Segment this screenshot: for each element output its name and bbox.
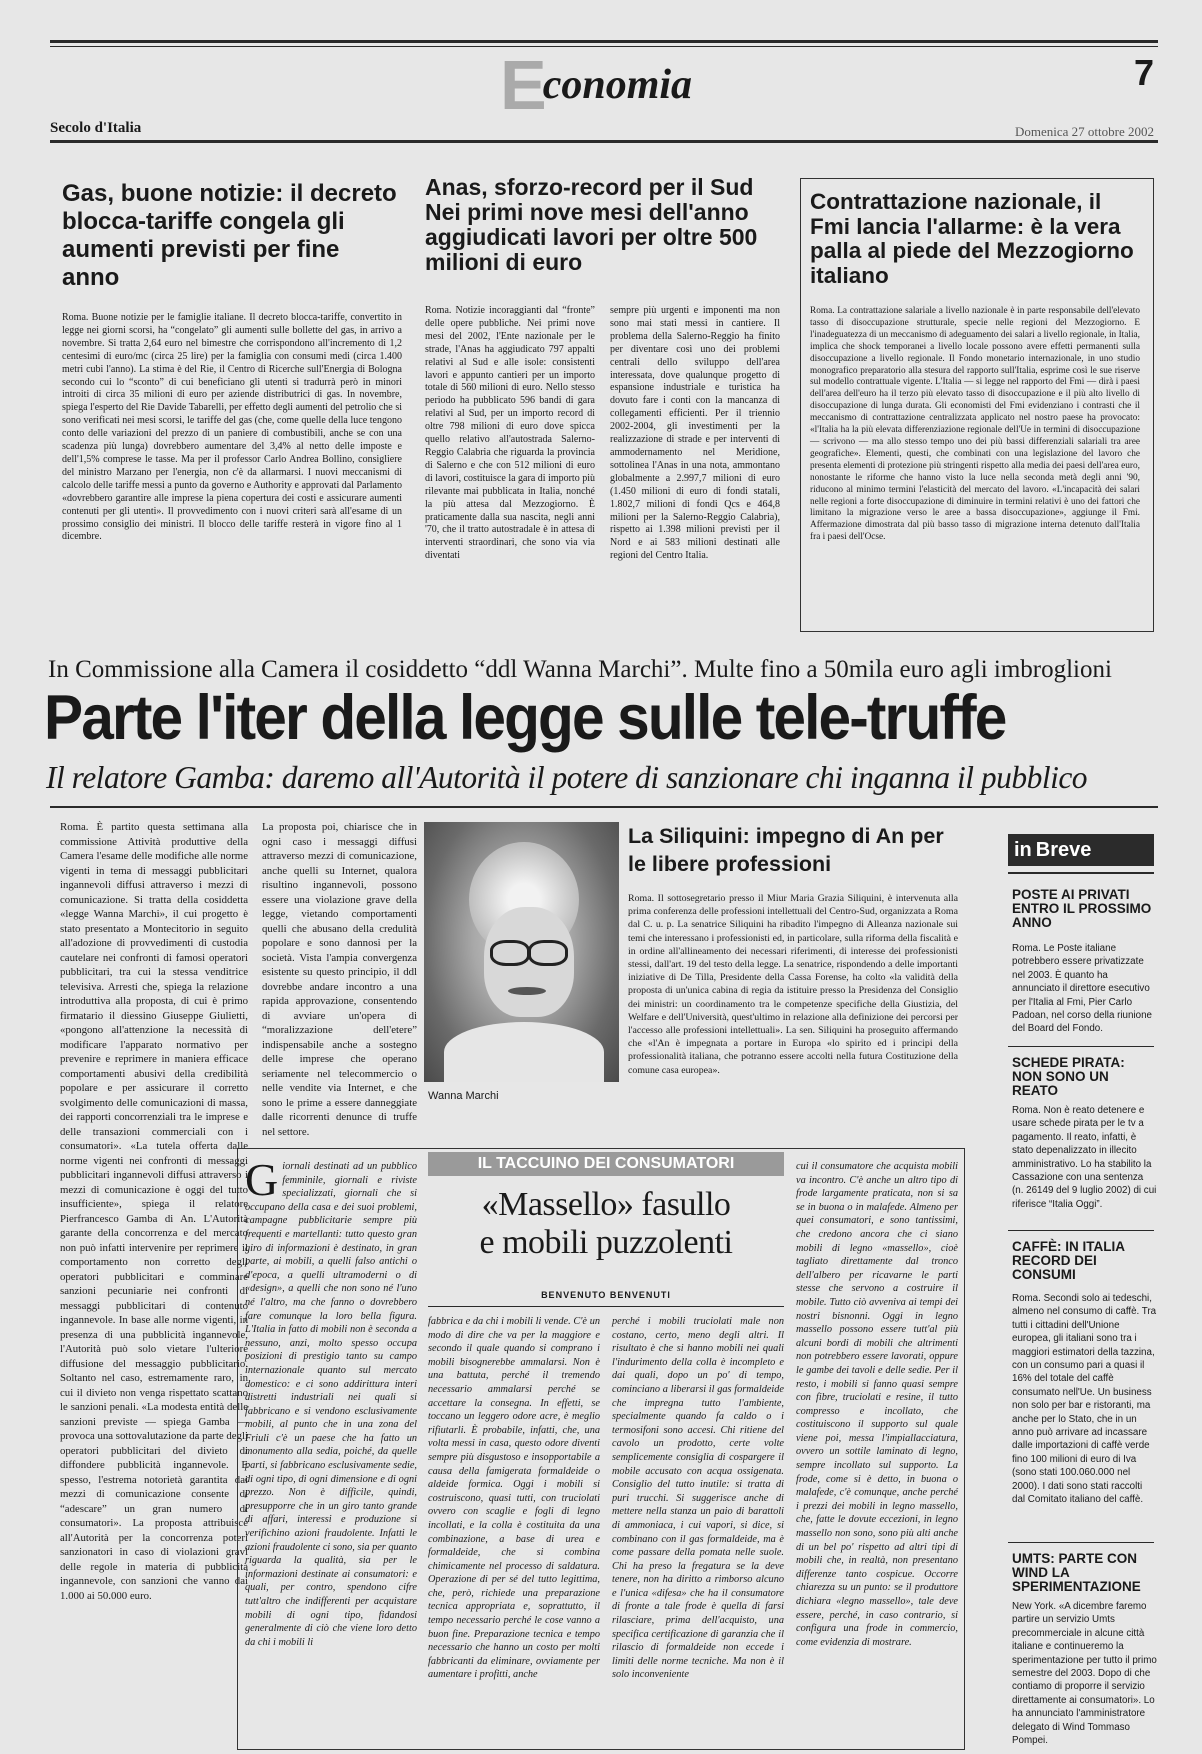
masthead-rule xyxy=(50,140,1158,143)
anas-col-1 xyxy=(425,305,595,563)
breve-header-rest: Breve xyxy=(1035,839,1092,861)
contrattazione-body: Roma. La contrattazione salariale a livello nazionale è in parte responsabile dell'elevato tasso di disoccupazione strutturale, specie nelle regioni del Mezzogiorno. E l'inadeguatezza di un meccanismo di adeguamento dei salari a livello regionale, in Italia, implica che shock temporanei a livello locale possono avere effetti permanenti sulla disoccupazione a livello regionale. Il Fondo monetario internazionale, in uno studio monografico preparatorio alla stesura del rapporto sull'Italia, esprime così le sue riserve sul modello contrattuale vigente. L'Italia — si legge nel rapporto del Fmi — dirà i paesi dell'area dell'euro ha il terzo più elevato tasso di disoccupazione e il più alto livello di disoccupazione di lunga durata. Gli economisti del Fmi evidenziano i contrasti che il meccanismo di contrattazione centralizzata applicato nel nostro paese ha provocato: «l'Italia ha la più elevata differenziazione regionale dell'Ue in termini di disoccupazione — scrivono — ma allo stesso tempo uno dei più bassi differenziali salariali tra aree geografiche». Elementi, questi, che combinati con una legislazione del lavoro che presenta elementi di protezione più stringenti rispetto alla media dei paesi dell'area euro, nonostante le riforme che hanno visto la luce nella seconda metà degli anni '90, riducono al minimo termini l'elasticità del mercato del lavoro. «L'incapacità dei salari nelle regioni a forte disoccupazione di diminuire in termini relativi è uno dei fattori che limitano la migrazione verso le aree a bassa disoccupazione», aggiunge il Fmi. Affermazione dimostrata dal più basso tasso di migrazione interna detenuto dall'Italia fra i paesi dell'Ocse. xyxy=(810,306,1140,543)
top-rule xyxy=(50,40,1158,43)
breve-divider-2 xyxy=(1008,1230,1154,1231)
gas-article xyxy=(62,180,402,544)
taccuino-title-bottom: e mobili puzzolenti xyxy=(479,1224,733,1261)
taccuino-title-top: «Massello» fasullo xyxy=(481,1186,731,1223)
breve-item-1-text: Roma. Le Poste italiane potrebbero essere privatizzate nel 2003. È quanto ha annunciato il direttore esecutivo per l'Italia al Fmi, Pier Carlo Padoan, nel corso della riunione del Board del Fondo. xyxy=(1012,943,1152,1035)
taccuino-body-3: perché i mobili truciolati male non costano, certo, meno degli altri. Il risultato è che si hanno mobili nei quali l'indurimento della colla è incompleto e dai quali, dopo un po' di tempo, cominciano a liberarsi il gas formaldeide che impregna tutto l'ambiente, specialmente quando fa caldo o i termosifoni sono accesi. Chi ritiene del cavolo un prodotto, certe volte semplicemente consiglia di cospargere il mobile accusato con acqua ossigenata. Consiglio del tutto inutile: si tratta di puri trucchi. Si suggerisce anche di mettere nella stanza un paio di barattoli di ammoniaca, i cui vapori, si dice, si combinano con il gas formaldeide, ma è come passare della pomata nelle suole. Chi ha preso la fregatura se la deve tenere, non ha diritto a rimborso alcuno e l'unica «difesa» che ha il consumatore di fronte a tale frode è quella di farsi rilasciare, prima dell'acquisto, una specifica certificazione di garanzia che il rilascio di formaldeide non eccede i limiti delle norme tecniche. Ma non è il solo inconveniente xyxy=(612,1316,784,1681)
siliquini-article xyxy=(628,822,958,1077)
main-col-2 xyxy=(262,820,417,1139)
section-rest: conomia xyxy=(542,62,693,108)
anas-article xyxy=(425,175,780,275)
taccuino-header: IL TACCUINO DEI CONSUMATORI xyxy=(428,1152,784,1176)
siliquini-body: Roma. Il sottosegretario presso il Miur Maria Grazia Siliquini, è intervenuta alla prima conferenza delle professioni intellettuali del Centro-Sud, organizzata a Roma dal C. u. p. La senatrice Siliquini ha ribadito l'impegno di Alleanza nazionale sui temi che interessano i professionisti ed, in particolare, sulla riforma della fiscalità e in ordine all'allineamento dei necessari riferimenti, di interesse dei professionisti stessi, dall'art. 19 del testo della legge. La senatrice, rispondendo a delle importanti iniziative di De Tilla, Presidente della Cassa Forense, ha colto «la validità della proposta di un'unica cabina di regia da istituire presso la Presidenza del Consiglio dei ministri: un coordinamento tra le competenze specifiche della Giustizia, del Welfare e dell'Università, quest'ultimo in relazione alla definizione dei percorsi per l'accesso alle professioni intellettuali». La sen. Siliquini ha proseguito affermando che «l'An è impegnata a portare in Europa «lo spirito ed i principi della professionalità italiana, che potranno essere accolti nella futura Costituzione della comune casa europea». xyxy=(628,893,958,1076)
anas-col-2 xyxy=(610,305,780,563)
wanna-marchi-photo xyxy=(424,822,619,1082)
taccuino-author: BENVENUTO BENVENUTI xyxy=(541,1290,671,1300)
taccuino-col-3 xyxy=(612,1315,784,1682)
breve-header-prefix: in xyxy=(1014,839,1032,861)
gas-headline: Gas, buone notizie: il decreto blocca-tariffe congela gli aumenti previsti per fine anno xyxy=(62,180,397,291)
taccuino-col-1 xyxy=(245,1154,417,1649)
anas-headline: Anas, sforzo-record per il Sud Nei primi nove mesi dell'anno aggiudicati lavori per oltre 500 milioni di euro xyxy=(425,174,758,275)
anas-body-2: sempre più urgenti e imponenti ma non sono mai stati messi in cantiere. Il problema della Salerno-Reggio ha finito per diventare così uno dei problemi centrali dello sviluppo dell'area interessata, dove qualunque progetto di espansione industriale e turistica ha dovuto fare i conti con la mancanza di collegamenti efficienti. Per il triennio 2002-2004, gli investimenti per la realizzazione di strade e per interventi di ammodernamento nel Meridione, sottolinea l'Anas in una nota, ammontano globalmente a 2.997,7 milioni di euro (1.450 milioni di euro di fondi statali, 1.802,7 milioni di fondi Qcs e 464,8 milioni per la Salerno-Reggio Calabria), rispetto ai 1.398 milioni previsti per il Nord e ai 583 milioni destinati alle regioni del Centro Italia. xyxy=(610,305,780,562)
paper-name: Secolo d'Italia xyxy=(50,120,142,136)
breve-divider-1 xyxy=(1008,1046,1154,1047)
breve-item-2-text: Roma. Non è reato detenere e usare schede pirata per le tv a pagamento. Il reato, infatti, è stato depenalizzato in illecito amministrativo. Lo ha stabilito la Cassazione con una sentenza (n. 26149 del 9 luglio 2002) di cui riferisce “Italia Oggi”. xyxy=(1012,1105,1157,1210)
breve-header xyxy=(1008,834,1154,866)
taccuino-body-1: iornali destinati ad un pubblico femminile, giornali e riviste specializzati, giornali che si occupano della casa e dei suoi problemi, campagne pubblicitarie sempre più frequenti e martellanti: tutto questo gran giro di informazioni è destinato, in gran parte, ai mobili, a quelli falso antichi o d'epoca, a quelli ultramoderni o di «design», a quelli che non sono né l'uno né l'altro, ma che fanno o dovrebbero fare comunque la loro bella figura. L'Italia in fatto di mobili non è seconda a nessuno, anzi, molto spesso occupa posizioni di prestigio tanto su campo internazionale quanto sul mercato domestico: e ci sono addirittura interi distretti industriali nei quali si fabbricano e si vendono esclusivamente mobili, al punto che in una zona del Friuli c'è un paese che ha fatto un monumento alla sedia, poiché, da quelle parti, si fabbricano esclusivamente sedie, di ogni tipo, di ogni dimensione e di ogni prezzo. Non è difficile, quindi, presupporre che in un giro tanto grande di affari, interessi e produzione si verifichino azioni fraudolente. Infatti le azioni fraudolente ci sono, sia per quanto riguarda la qualità, sia per le informazioni destinate ai consumatori: e quali, per contro, spendono cifre tutt'altro che indifferenti per acquistare mobili di ogni tipo, fidandosi generalmente di ciò che viene loro detto da chi i mobili li xyxy=(245,1161,417,1648)
breve-item-4 xyxy=(1012,1552,1157,1747)
breve-item-2 xyxy=(1012,1056,1157,1211)
taccuino-body-4: cui il consumatore che acquista mobili va incontro. C'è anche un altro tipo di frode largamente praticata, non si sa se in buona o in malafede. Almeno per quei consumatori, e sono tantissimi, che credono ancora che ci siano mobili di legno «massello», cioè tagliato direttamente dal tronco dell'albero per ricavarne le parti stesse che servono a costruire il mobile. Tutto ciò avveniva ai tempi dei nostri bisnonni. Oggi in legno massello possono essere tutt'al più alcuni bordi di mobili che altrimenti non potrebbero essere lavorati, oppure le gambe dei tavoli e delle sedie. Per il resto, i mobili si fanno quasi sempre con fibre, truciolati e resine, il tutto compresso e incollato, che costituiscono il supporto sul quale viene poi, messa l'impiallacciatura, ovvero un sottile laminato di legno, sempre incollato sul supporto. La frode, come si è detto, in buona o malafede, c'è comunque, anche perché i prezzi dei mobili in legno massello, che, fatte le dovute eccezioni, in legno massello non sono, sono più alti anche di un bel po' rispetto ad altri tipi di mobili che, in realtà, non presentano differenze tanto cospicue. Occorre chiarezza su un punto: se il produttore dichiara «legno massello», tale deve essere, perché, in caso contrario, si configura una frode in commercio, come evidenzia di mostrare. xyxy=(796,1161,958,1648)
taccuino-col-4 xyxy=(796,1160,958,1649)
breve-item-2-title: SCHEDE PIRATA: NON SONO UN REATO xyxy=(1012,1055,1125,1098)
top-rule-thin xyxy=(50,46,1158,47)
page-number: 7 xyxy=(1133,52,1154,93)
breve-item-1 xyxy=(1012,888,1157,1036)
breve-item-3-title: CAFFÈ: IN ITALIA RECORD DEI CONSUMI xyxy=(1012,1239,1125,1282)
breve-item-4-title: UMTS: PARTE CON WIND LA SPERIMENTAZIONE xyxy=(1012,1551,1141,1594)
breve-item-1-title: POSTE AI PRIVATI ENTRO IL PROSSIMO ANNO xyxy=(1012,887,1152,930)
main-headline: Parte l'iter della legge sulle tele-truffe xyxy=(44,683,1006,753)
main-col-1 xyxy=(60,820,248,1603)
breve-item-3 xyxy=(1012,1240,1157,1507)
taccuino-title-rule xyxy=(428,1306,784,1307)
section-initial: E xyxy=(500,46,547,124)
taccuino-body-2: fabbrica e da chi i mobili li vende. C'è un modo di dire che va per la maggiore e secondo il quale quando si comprano i mobili bisognerebbe ammalarsi. Non è una battuta, perché il tremendo necessario ammalarsi perché se accettare la consegna. In effetti, se toccano un leggero odore acre, è meglio rifiutarli. È probabile, infatti, che, una volta messi in casa, questo odore diventi sempre più disgustoso e insopportabile a causa della famigerata formaldeide o aldeide formica. Oggi i mobili si costruiscono, quasi tutti, con truciolati ovvero con scaglie e fogli di legno incollati, e la colla è costituita da una combinazione, a base di urea e formaldeide, che si combina chimicamente nel processo di saldatura. Operazione di per sé del tutto legittima, che, però, richiede una preparazione tecnica appropriata e, soprattutto, il tempo necessario perché le cose vanno a buon fine. Preparazione tecnica e tempo necessario che hanno un costo per molti fabbricanti da eliminare, ovviamente per aumentare i profitti, anche xyxy=(428,1316,600,1681)
contrattazione-headline: Contrattazione nazionale, il Fmi lancia l'allarme: è la vera palla al piede del Mezzogiorno italiano xyxy=(810,189,1134,288)
taccuino-dropcap: G xyxy=(245,1154,279,1205)
taccuino-col-2 xyxy=(428,1315,600,1682)
contrattazione-article xyxy=(810,190,1140,544)
section-title xyxy=(500,46,693,124)
main-kicker: In Commissione alla Camera il cosiddetto “ddl Wanna Marchi”. Multe fino a 50mila euro agli imbroglioni xyxy=(48,656,1112,683)
main-body-2: La proposta poi, chiarisce che in ogni caso i messaggi diffusi attraverso mezzi di comunicazione, anche quelli su Internet, qualora risultino ingannevoli, possono essere una violazione grave della legge, vietando comportamenti quelli che abusano della credulità popolare e sono dannosi per la società. Vista l'ampia convergenza esistente su questo principio, il ddl dovrebbe andare incontro a una rapida approvazione, consentendo di avviare un'opera di “moralizzazione dell'etere” indispensabile anche a sostegno delle imprese che operano seriamente nel telecommercio o nelle vendite via Internet, e che sono le prime a essere danneggiate dalle ricorrenti denunce di truffe nel settore. xyxy=(262,821,417,1138)
taccuino-title xyxy=(428,1186,784,1262)
anas-body-1: Roma. Notizie incoraggianti dal “fronte” delle opere pubbliche. Nei primi nove mesi del 2002, l'Ente nazionale per le strade, l'Anas ha aggiudicato 797 appalti relativi al Sud e alle isole: consistenti lavori e appunto cantieri per un importo totale di 560 milioni di euro. Nello stesso periodo ha pubblicato 596 bandi di gara relativi al Sud, per un importo record di oltre 798 milioni di euro dove spicca quello relativo all'autostrada Salerno-Reggio Calabria che riguarda la provincia di Salerno e che con 512 milioni di euro di lavori, costituisce la gara di importo più rilevante mai pubblicata in Italia, nonché la più attesa dal Mezzogiorno. È praticamente dalla sua nascita, negli anni '70, che il tratto autostradale è in attesa di interventi straordinari, che sono via via diventati xyxy=(425,305,595,562)
subtitle-rule xyxy=(50,806,1158,808)
main-subtitle: Il relatore Gamba: daremo all'Autorità il potere di sanzionare chi inganna il pubblico xyxy=(46,760,1088,795)
breve-item-3-text: Roma. Secondi solo ai tedeschi, almeno nel consumo di caffè. Tra tutti i cittadini dell'Unione europea, gli italiani sono tra i maggiori estimatori della tazzina, con un consumo pari a quasi il 16% del totale del caffè consumato nell'Ue. Un business non solo per bar e ristoranti, ma anche per lo Stato, che in un anno può arrivare ad incassare dalle importazioni di caffè verde fino 100 milioni di euro di Iva (sono stati 100.060.000 nel 2000). I dati sono stati raccolti dal Comitato italiano del caffè. xyxy=(1012,1293,1157,1506)
photo-caption: Wanna Marchi xyxy=(428,1090,499,1102)
breve-rule xyxy=(1008,872,1154,874)
breve-item-4-text: New York. «A dicembre faremo partire un servizio Umts precommerciale in alcune città italiane e continueremo la sperimentazione per tutto il primo semestre del 2003. Dopo di che contiamo di proporre il servizio direttamente ai consumatori». Lo ha annunciato l'amministratore delegato di Wind Tommaso Pompei. xyxy=(1012,1601,1157,1747)
breve-divider-3 xyxy=(1008,1542,1154,1543)
gas-body: Roma. Buone notizie per le famiglie italiane. Il decreto blocca-tariffe, convertito in legge nei giorni scorsi, ha “congelato” gli aumenti sulle bollette del gas, in arrivo a novembre. Si tratta 2,64 euro nel bimestre che corrispondono all'incremento di 1,2 centesimi di euro/mc (circa 25 lire) per la famiglia con consumi medi (circa 1.400 metri cubi l'anno). La stima è del Rie, il Centro di Ricerche sull'Energia di Bologna secondo cui lo “sconto” di cui beneficiano gli utenti si tradurrà però in minori introiti di circa 35 milioni di euro per aziende distributrici di gas. In novembre, spiega l'esperto del Rie Davide Tabarelli, per effetto degli aumenti del petrolio che si sono verificati nei mesi scorsi, le tariffe del gas (che, come quelle della luce tengono conto delle variazioni del prezzo di un paniere di combustibili, anche se con una scadenza più lunga) dovrebbero aumentare del 3,4% al netto delle imposte e dell'1,5% comprese le tasse. Ma per il professor Carlo Andrea Bollino, consigliere del ministro Marzano per l'energia, non c'è da allarmarsi. I nuovi meccanismi di calcolo delle tariffe messi a punto da governo e Authority e approvati dal Parlamento «dovrebbero garantire alle imprese la piena copertura dei costi e assicurare aumenti contenuti per gli utenti». Il provvedimento con i nuovi criteri sarà all'esame di un prossimo consiglio dei ministri. Il blocco delle tariffe resterà in vigore fino al 1 dicembre. xyxy=(62,312,402,543)
siliquini-headline: La Siliquini: impegno di An per le libere professioni xyxy=(628,824,944,876)
issue-date: Domenica 27 ottobre 2002 xyxy=(1015,124,1154,139)
main-body-1: Roma. È partito questa settimana alla commissione Attività produttive della Camera l'esame delle modifiche alle norme vigenti in tema di messaggi pubblicitari ingannevoli diffusi attraverso i mezzi di comunicazione. Si tratta della cosiddetta «legge Wanna Marchi», il cui progetto è stato presentato a Montecitorio in seguito all'adozione di provvedimenti di custodia cautelare nei confronti di famosi operatori pubblicitari, tra cui la stessa venditrice televisiva. Arresti che, spiega la relazione introduttiva alla proposta, di cui è primo firmatario il diessino Giuseppe Giulietti, «pongono all'attenzione la necessità di modificare l'apparato normativo per prevenire e reprimere in maniera efficace comportamenti abusivi della credibilità popolare e per assicurare il corretto svolgimento delle comunicazioni di massa, dei rapporti concorrenziali tra le imprese e delle transazioni commerciali con i consumatori». «La tutela offerta dalle norme vigenti nei confronti di messaggi pubblicitari ingannevoli diffusi attraverso i mezzi di comunicazione è oggi del tutto insufficiente», spiega il relatore Pierfrancesco Gamba di An. L'Autorità garante della concorrenza e del mercato non può infatti intervenire per reprimere il comportamento non corretto degli operatori pubblicitari e comminare sanzioni pecuniarie nei confronti di messaggi pubblicitari di contenuto ingannevole. In base alle norme vigenti, in presenza di una pubblicità ingannevole, l'Autorità può solo vietare l'ulteriore diffusione del messaggio pubblicitario. Soltanto nel caso, estremamente raro, in cui il divieto non venga rispettato scattano le sanzioni penali. «La modesta entità delle sanzioni previste — spiega Gamba — provoca una sottovalutazione da parte degli operatori pubblicitari del divieto di diffondere pubblicità ingannevole. E spesso, l'estrema notorietà garantita dai mezzi di comunicazione consente di “adescare” un gran numero di consumatori». La proposta attribuisce all'Autorità per la concorrenza poteri sanzionatori in caso di violazioni gravi delle regole in materia di pubblicità ingannevole, con sanzioni che vanno dai 1.000 ai 50.000 euro. xyxy=(60,821,248,1602)
